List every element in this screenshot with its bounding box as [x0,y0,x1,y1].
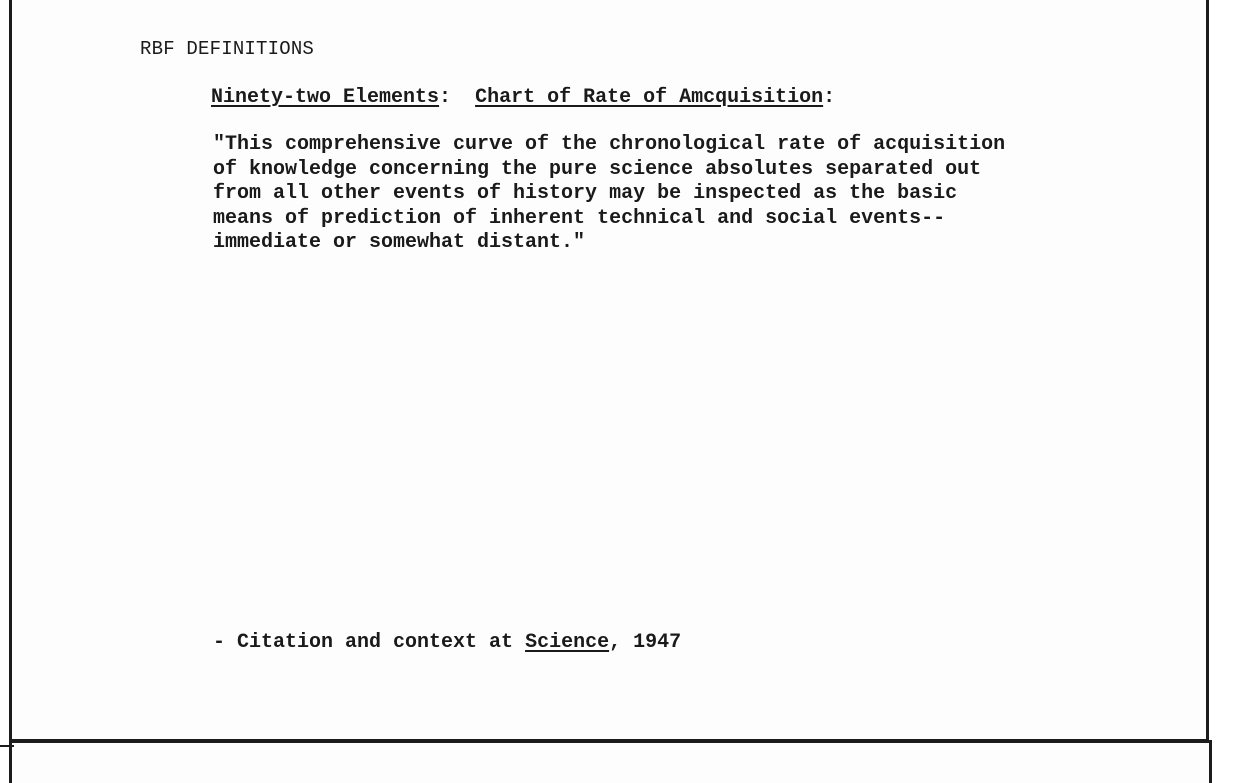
entry-title-term: Ninety-two Elements [211,86,440,109]
quote-line: "This comprehensive curve of the chronological rate of acquisition [213,133,1006,156]
quote-line: from all other events of history may be inspected as the basic [213,182,958,205]
entry-title-topic: Chart of Rate of Amcquisition [475,86,824,109]
entry-title-separator: : [439,86,476,109]
quote-line: immediate or somewhat distant." [213,231,586,254]
quote-line: of knowledge concerning the pure science absolutes separated out [213,157,982,181]
citation-source: Science [525,631,610,654]
quote-line: means of prediction of inherent technical and social events-- [213,206,946,230]
citation [213,631,681,654]
definition-quote [213,133,1173,256]
page-heading: RBF DEFINITIONS [140,38,315,60]
next-card-edge [9,740,1212,783]
citation-year: , 1947 [609,631,682,654]
card-divider-mark [0,745,14,747]
entry-title [211,86,835,109]
citation-prefix: - Citation and context at [213,631,526,654]
entry-title-colon: : [823,86,836,109]
